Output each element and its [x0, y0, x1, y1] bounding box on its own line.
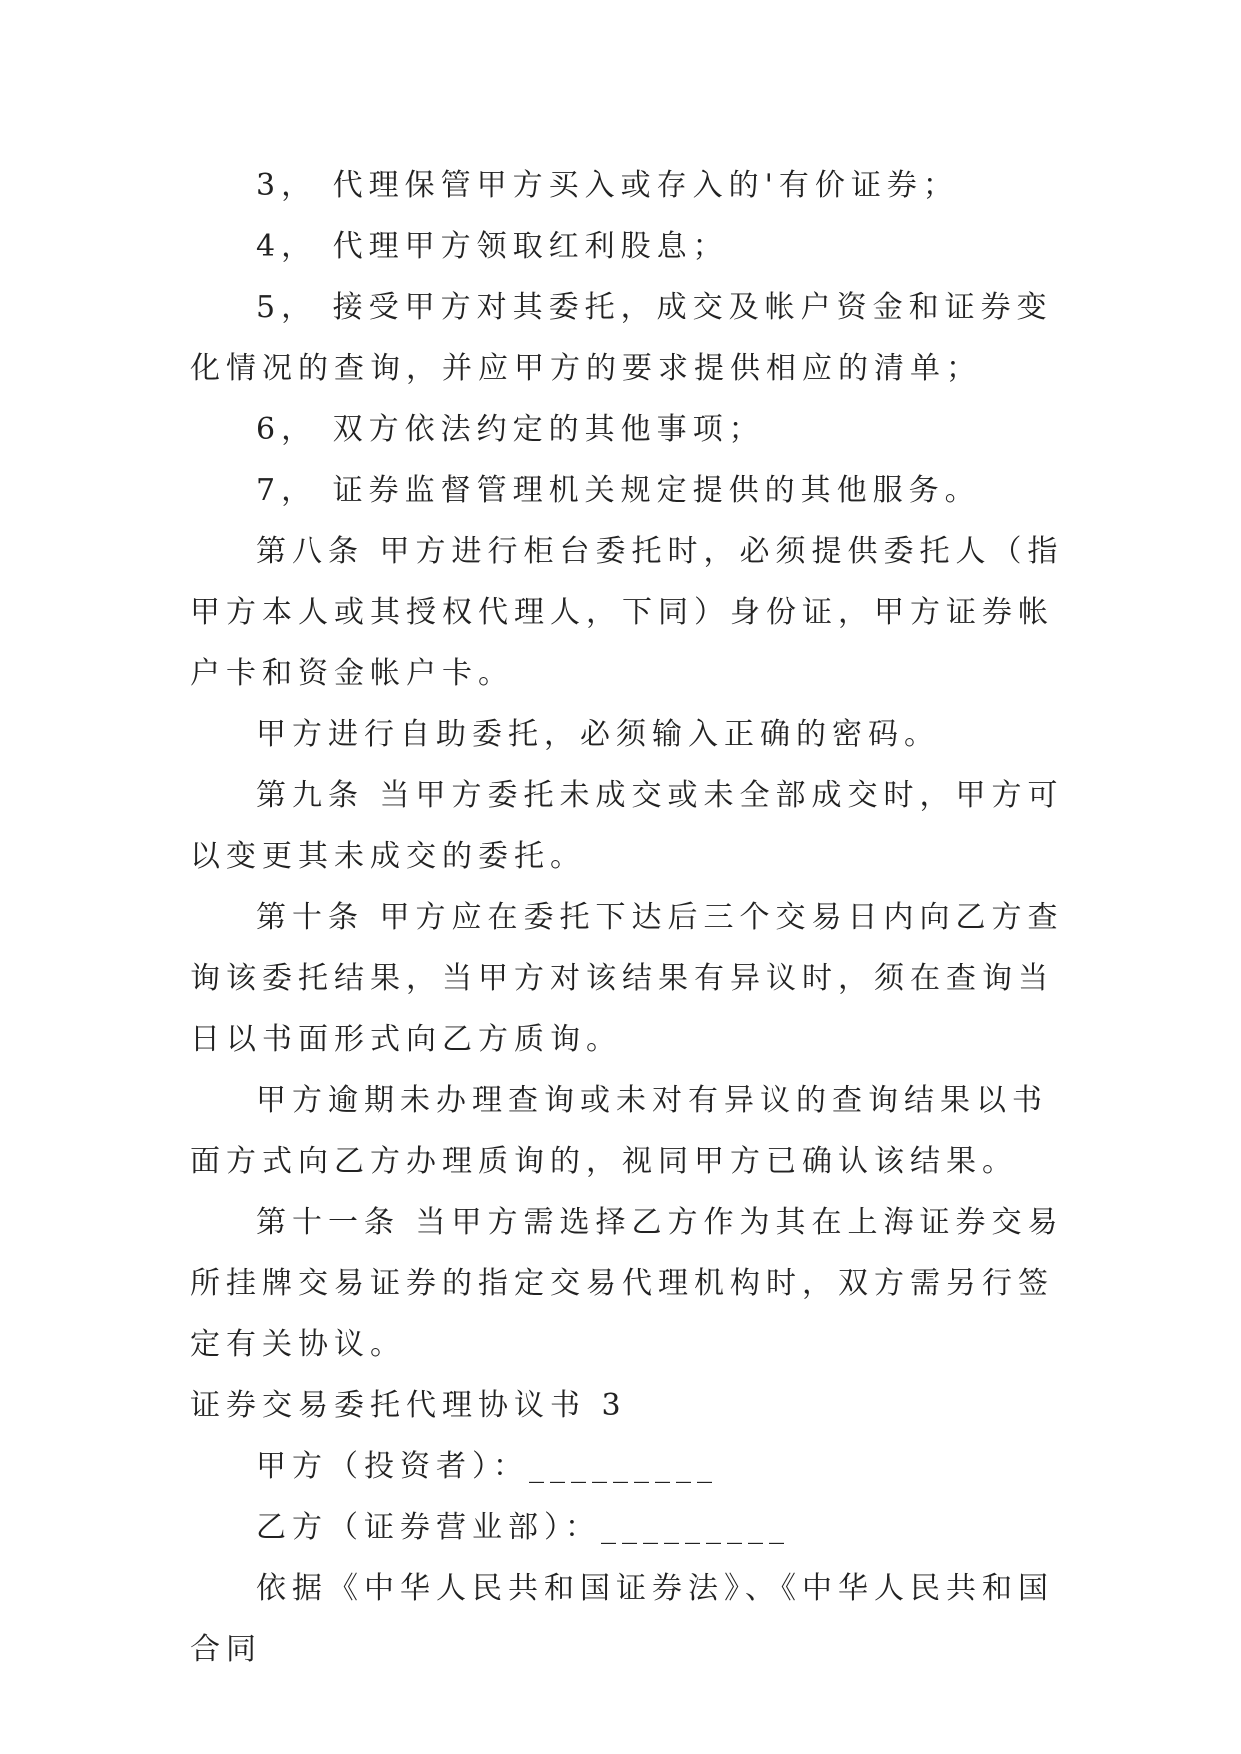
party-a-field: 甲方（投资者）：_________ — [256, 1449, 718, 1484]
party-b-field: 乙方（证券营业部）：_________ — [256, 1510, 790, 1545]
paragraph-article-9: 第九条 当甲方委托未成交或未全部成交时，甲方可以变更其未成交的委托。 — [190, 778, 1064, 874]
paragraph-article-10: 第十条 甲方应在委托下达后三个交易日内向乙方查询该委托结果，当甲方对该结果有异议时，须在查询当日以书面形式向乙方质询。 — [190, 900, 1064, 1057]
document-page — [190, 155, 1065, 1680]
paragraph-basis: 依据《中华人民共和国证券法》、《中华人民共和国合同 — [190, 1571, 1054, 1667]
paragraph-item-3: 3， 代理保管甲方买入或存入的'有价证券； — [256, 168, 959, 203]
paragraph-article-8: 第八条 甲方进行柜台委托时，必须提供委托人（指甲方本人或其授权代理人，下同）身份证，甲方证券帐户卡和资金帐户卡。 — [190, 534, 1064, 691]
paragraph-article-8-b: 甲方进行自助委托，必须输入正确的密码。 — [256, 717, 940, 752]
paragraph-item-7: 7， 证券监督管理机关规定提供的其他服务。 — [256, 473, 981, 508]
paragraph-article-11: 第十一条 当甲方需选择乙方作为其在上海证券交易所挂牌交易证券的指定交易代理机构时，双方需另行签定有关协议。 — [190, 1205, 1064, 1362]
paragraph-article-10-b: 甲方逾期未办理查询或未对有异议的查询结果以书面方式向乙方办理质询的，视同甲方已确认该结果。 — [190, 1083, 1048, 1179]
paragraph-item-5: 5， 接受甲方对其委托，成交及帐户资金和证券变化情况的查询，并应甲方的要求提供相应的清单； — [190, 290, 1053, 386]
paragraph-item-6: 6， 双方依法约定的其他事项； — [256, 412, 765, 447]
section-title: 证券交易委托代理协议书 3 — [190, 1388, 627, 1423]
paragraph-item-4: 4， 代理甲方领取红利股息； — [256, 229, 729, 264]
